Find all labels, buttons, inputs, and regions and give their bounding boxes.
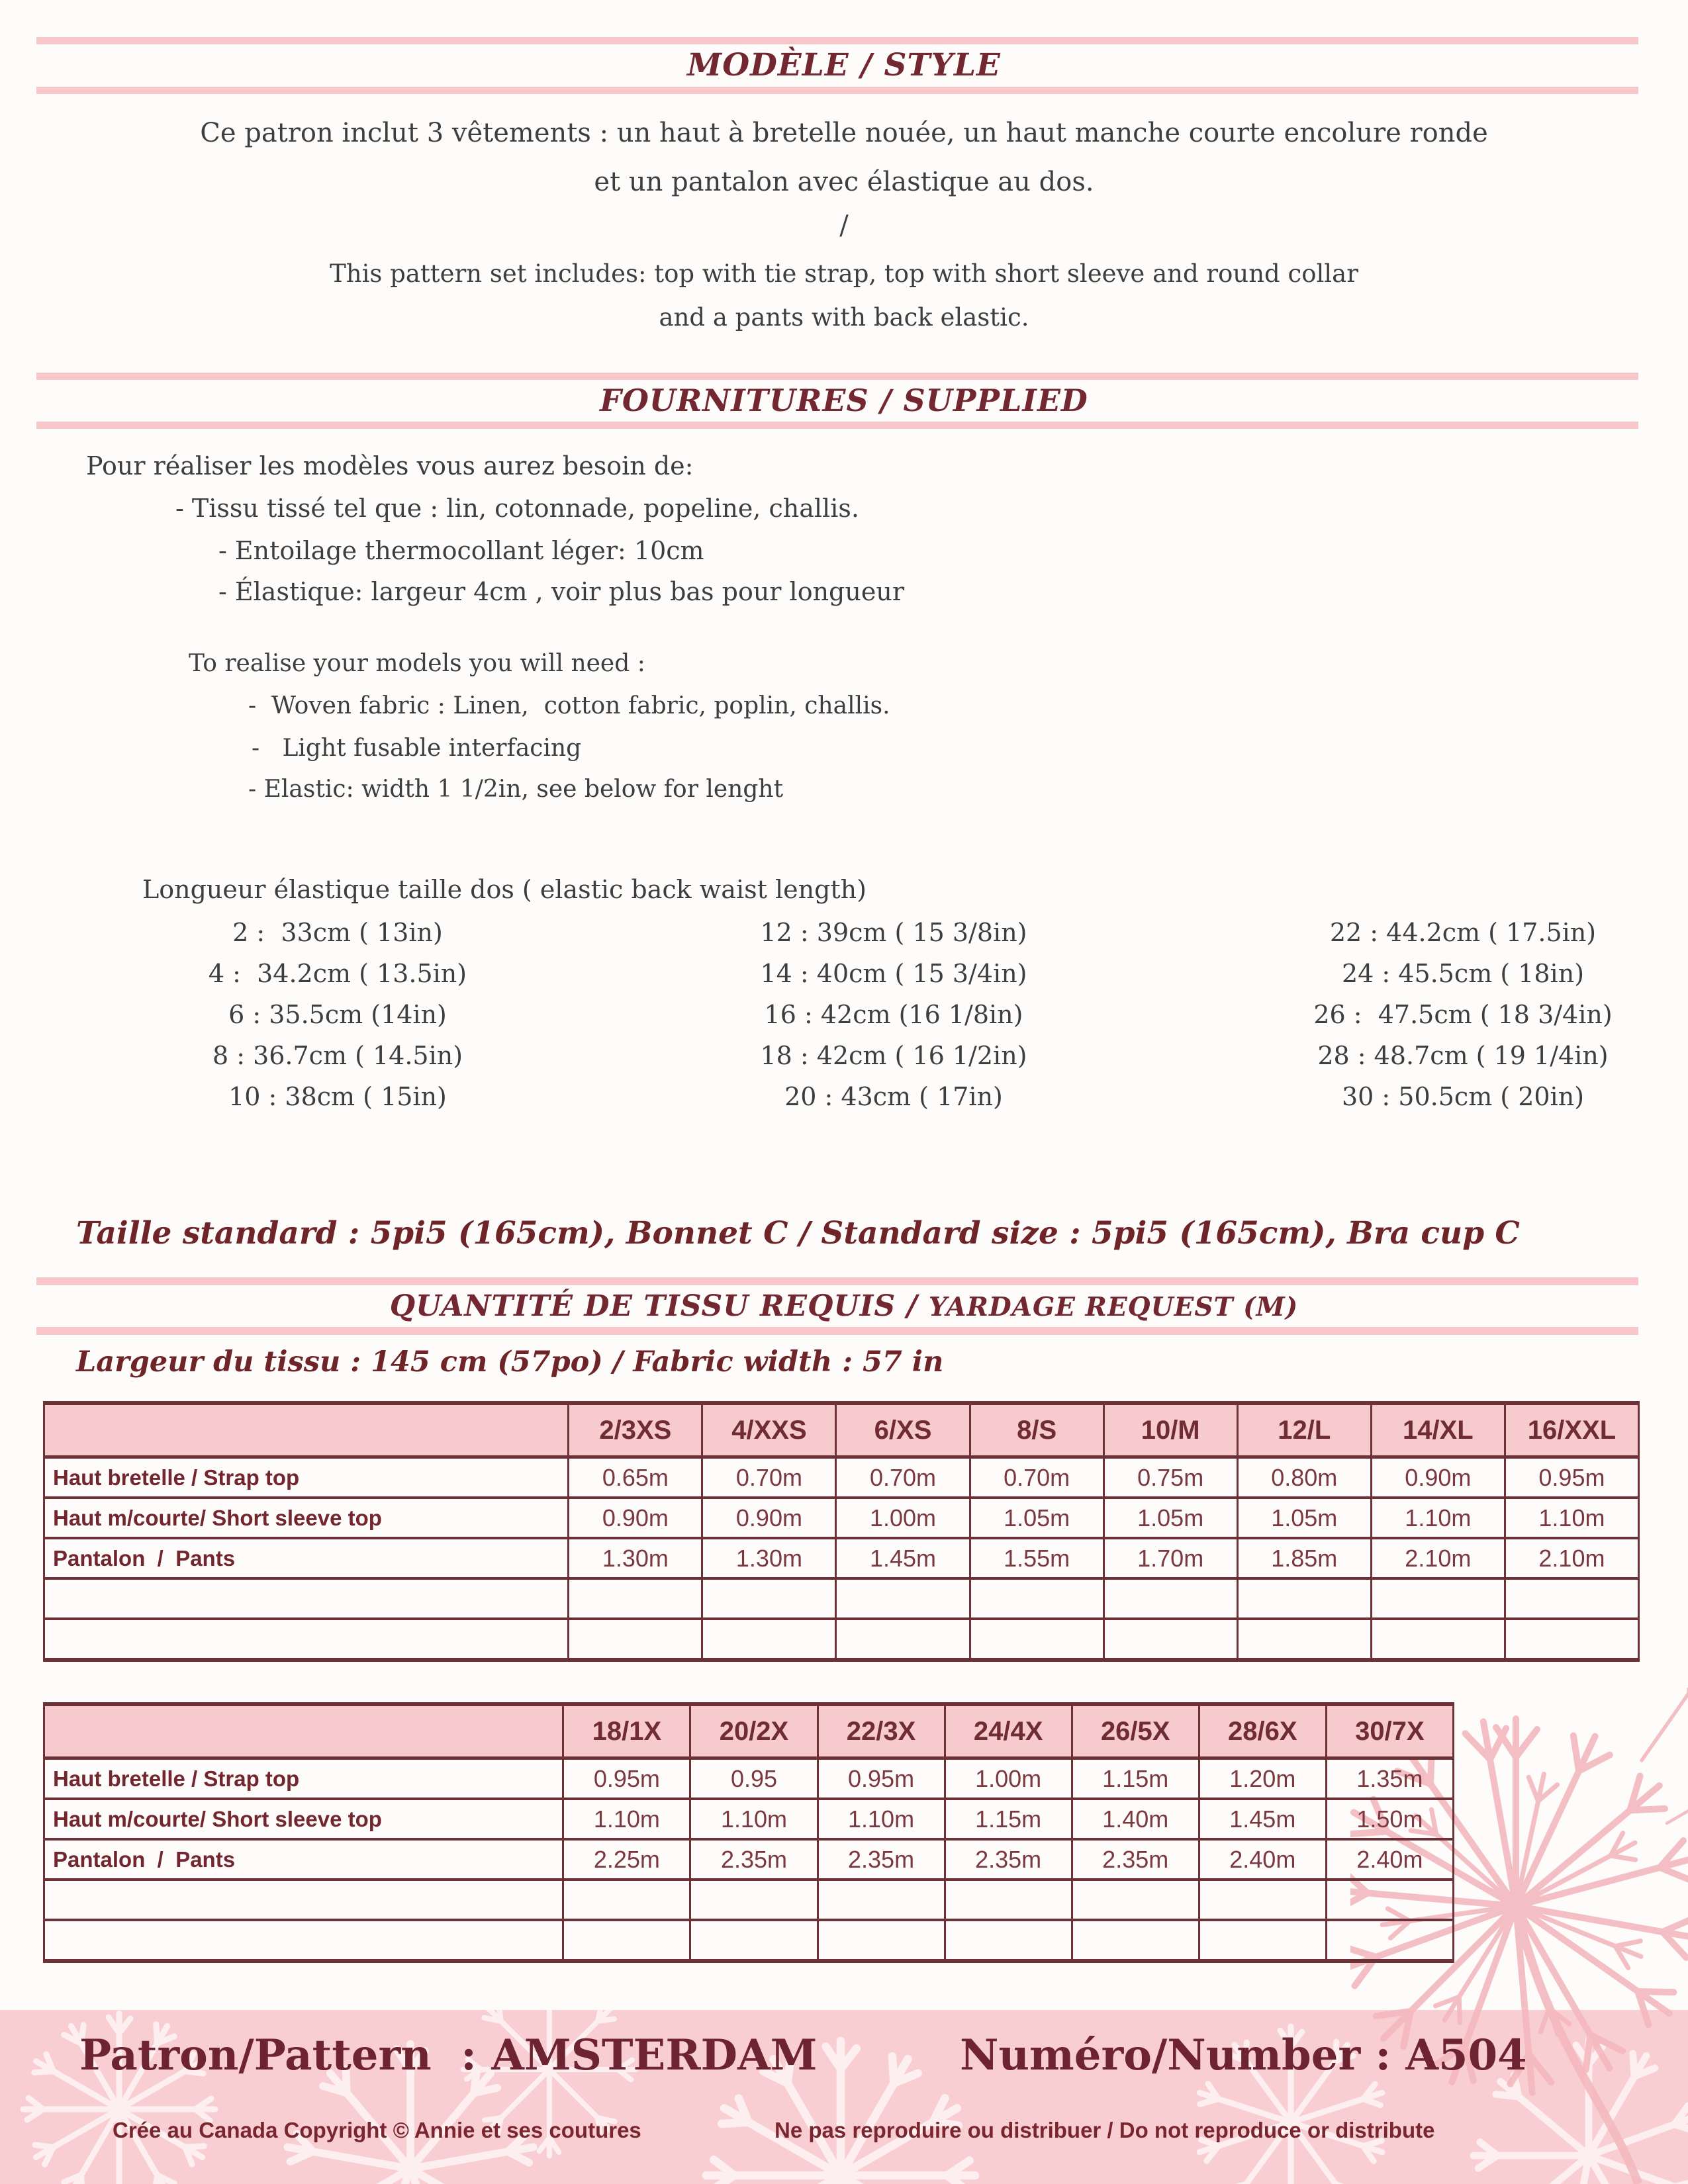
empty-cell (690, 1920, 818, 1961)
yardage-value: 1.50m (1326, 1799, 1453, 1839)
yardage-title-en: YARDAGE REQUEST (M) (928, 1292, 1299, 1322)
yardage-value: 1.70m (1103, 1538, 1237, 1578)
elastic-length-item: 26 : 47.5cm ( 18 3/4in) (1313, 1000, 1613, 1029)
empty-cell (818, 1880, 945, 1920)
yardage-value: 1.15m (1072, 1758, 1199, 1799)
yardage-value: 1.45m (836, 1538, 970, 1578)
table-row (44, 1758, 1454, 1799)
yardage-value: 0.95m (818, 1758, 945, 1799)
elastic-length-item: 22 : 44.2cm ( 17.5in) (1329, 918, 1597, 947)
empty-cell (945, 1880, 1072, 1920)
empty-cell (702, 1578, 836, 1619)
yardage-value: 2.35m (1072, 1839, 1199, 1880)
empty-cell (1103, 1578, 1237, 1619)
empty-cell (1072, 1880, 1199, 1920)
size-header: 6/XS (836, 1403, 970, 1457)
fabric-width-line: Largeur du tissu : 145 cm (57po) / Fabric width : 57 in (76, 1345, 944, 1379)
empty-cell (1371, 1578, 1505, 1619)
elastic-length-item: 28 : 48.7cm ( 19 1/4in) (1317, 1041, 1609, 1070)
elastic-length-column-2 (675, 912, 1112, 1117)
garment-label: Haut bretelle / Strap top (44, 1758, 563, 1799)
size-header: 16/XXL (1505, 1403, 1638, 1457)
empty-cell (1505, 1619, 1638, 1660)
elastic-length-item: 18 : 42cm ( 16 1/2in) (760, 1041, 1027, 1070)
yardage-value: 0.70m (702, 1457, 836, 1498)
language-divider-slash: / (839, 210, 849, 241)
yardage-value: 2.40m (1199, 1839, 1326, 1880)
elastic-length-column-1 (152, 912, 523, 1117)
size-header: 8/S (970, 1403, 1103, 1457)
elastic-length-item: 6 : 35.5cm (14in) (228, 1000, 447, 1029)
style-description-en-line2: and a pants with back elastic. (659, 303, 1029, 332)
supplies-fr-item: - Entoilage thermocollant léger: 10cm (218, 536, 704, 565)
empty-cell (1199, 1880, 1326, 1920)
empty-cell (836, 1619, 970, 1660)
size-header: 20/2X (690, 1704, 818, 1758)
empty-table-row (44, 1578, 1639, 1619)
supplies-en-item: - Woven fabric : Linen, cotton fabric, poplin, challis. (248, 692, 890, 719)
garment-label: Pantalon / Pants (44, 1839, 563, 1880)
yardage-value: 0.65m (569, 1457, 702, 1498)
divider-bar (36, 37, 1638, 44)
section-title-supplies: FOURNITURES / SUPPLIED (600, 383, 1088, 418)
yardage-value: 0.95 (690, 1758, 818, 1799)
empty-cell (945, 1920, 1072, 1961)
yardage-table-regular-sizes (43, 1401, 1640, 1662)
yardage-value: 2.35m (945, 1839, 1072, 1880)
empty-cell (44, 1920, 563, 1961)
garment-label: Haut m/courte/ Short sleeve top (44, 1498, 569, 1538)
yardage-value: 1.05m (1237, 1498, 1371, 1538)
elastic-length-item: 16 : 42cm (16 1/8in) (764, 1000, 1023, 1029)
yardage-title-fr: QUANTITÉ DE TISSU REQUIS / (389, 1289, 929, 1323)
elastic-length-item: 12 : 39cm ( 15 3/8in) (760, 918, 1027, 947)
yardage-value: 0.75m (1103, 1457, 1237, 1498)
supplies-fr-intro: Pour réaliser les modèles vous aurez besoin de: (86, 451, 694, 480)
table-row (44, 1839, 1454, 1880)
yardage-value: 1.10m (1505, 1498, 1638, 1538)
empty-cell (44, 1880, 563, 1920)
yardage-value: 1.15m (945, 1799, 1072, 1839)
size-header-row (44, 1403, 1639, 1457)
yardage-value: 0.90m (569, 1498, 702, 1538)
footer-reproduction-notice: Ne pas reproduire ou distribuer / Do not reproduce or distribute (774, 2118, 1435, 2142)
yardage-value: 2.10m (1371, 1538, 1505, 1578)
empty-table-row (44, 1920, 1454, 1961)
section-title-style: MODÈLE / STYLE (687, 47, 1001, 83)
size-header: 2/3XS (569, 1403, 702, 1457)
size-header: 30/7X (1326, 1704, 1453, 1758)
yardage-value: 2.25m (563, 1839, 690, 1880)
size-header: 24/4X (945, 1704, 1072, 1758)
empty-cell (563, 1880, 690, 1920)
empty-cell (836, 1578, 970, 1619)
table-row (44, 1457, 1639, 1498)
empty-table-row (44, 1880, 1454, 1920)
yardage-value: 1.10m (1371, 1498, 1505, 1538)
footer-copyright: Crée au Canada Copyright © Annie et ses coutures (113, 2118, 641, 2142)
yardage-value: 0.90m (702, 1498, 836, 1538)
size-header: 18/1X (563, 1704, 690, 1758)
empty-cell (569, 1578, 702, 1619)
size-header-row (44, 1704, 1454, 1758)
empty-cell (1199, 1920, 1326, 1961)
yardage-value: 1.10m (690, 1799, 818, 1839)
standard-size-line: Taille standard : 5pi5 (165cm), Bonnet C / Standard size : 5pi5 (165cm), Bra cup C (76, 1215, 1520, 1251)
yardage-value: 2.35m (818, 1839, 945, 1880)
divider-bar (36, 1277, 1638, 1285)
empty-cell (569, 1619, 702, 1660)
yardage-table-plus-sizes (43, 1702, 1454, 1963)
style-description-en-line1: This pattern set includes: top with tie strap, top with short sleeve and round collar (330, 259, 1358, 288)
yardage-value: 0.70m (970, 1457, 1103, 1498)
elastic-length-item: 4 : 34.2cm ( 13.5in) (208, 959, 467, 988)
yardage-value: 2.40m (1326, 1839, 1453, 1880)
garment-label: Haut bretelle / Strap top (44, 1457, 569, 1498)
elastic-length-item: 8 : 36.7cm ( 14.5in) (212, 1041, 463, 1070)
supplies-en-item: - Elastic: width 1 1/2in, see below for lenght (248, 776, 784, 803)
yardage-value: 1.30m (702, 1538, 836, 1578)
divider-bar (36, 422, 1638, 429)
empty-cell (1103, 1619, 1237, 1660)
elastic-length-heading: Longueur élastique taille dos ( elastic back waist length) (142, 875, 867, 904)
empty-cell (970, 1619, 1103, 1660)
supplies-fr-item: - Tissu tissé tel que : lin, cotonnade, popeline, challis. (175, 494, 859, 523)
yardage-value: 1.00m (836, 1498, 970, 1538)
supplies-en-intro: To realise your models you will need : (189, 650, 645, 677)
size-header: 28/6X (1199, 1704, 1326, 1758)
empty-cell (1237, 1578, 1371, 1619)
empty-cell (702, 1619, 836, 1660)
elastic-length-item: 10 : 38cm ( 15in) (228, 1082, 447, 1111)
style-description-fr-line1: Ce patron inclut 3 vêtements : un haut à bretelle nouée, un haut manche courte encolure ronde (200, 118, 1488, 148)
yardage-value: 2.10m (1505, 1538, 1638, 1578)
yardage-value: 0.90m (1371, 1457, 1505, 1498)
garment-column-header (44, 1403, 569, 1457)
empty-cell (970, 1578, 1103, 1619)
elastic-length-item: 30 : 50.5cm ( 20in) (1341, 1082, 1585, 1111)
divider-bar (36, 373, 1638, 380)
yardage-value: 2.35m (690, 1839, 818, 1880)
empty-table-row (44, 1619, 1639, 1660)
yardage-value: 0.95m (1505, 1457, 1638, 1498)
size-header: 26/5X (1072, 1704, 1199, 1758)
section-title-yardage (0, 1285, 1688, 1328)
empty-cell (1505, 1578, 1638, 1619)
size-header: 12/L (1237, 1403, 1371, 1457)
yardage-value: 1.05m (970, 1498, 1103, 1538)
yardage-value: 1.30m (569, 1538, 702, 1578)
empty-cell (1326, 1880, 1453, 1920)
empty-cell (1237, 1619, 1371, 1660)
empty-cell (44, 1578, 569, 1619)
footer-pattern-number: Numéro/Number : A504 (960, 2030, 1527, 2080)
empty-cell (818, 1920, 945, 1961)
empty-cell (44, 1619, 569, 1660)
size-header: 4/XXS (702, 1403, 836, 1457)
size-header: 10/M (1103, 1403, 1237, 1457)
garment-label: Pantalon / Pants (44, 1538, 569, 1578)
garment-label: Haut m/courte/ Short sleeve top (44, 1799, 563, 1839)
empty-cell (1072, 1920, 1199, 1961)
table-row (44, 1498, 1639, 1538)
yardage-value: 1.85m (1237, 1538, 1371, 1578)
size-header: 14/XL (1371, 1403, 1505, 1457)
table-row (44, 1538, 1639, 1578)
elastic-length-item: 20 : 43cm ( 17in) (784, 1082, 1003, 1111)
garment-column-header (44, 1704, 563, 1758)
yardage-value: 1.10m (563, 1799, 690, 1839)
yardage-value: 0.95m (563, 1758, 690, 1799)
empty-cell (1326, 1920, 1453, 1961)
elastic-length-item: 14 : 40cm ( 15 3/4in) (760, 959, 1027, 988)
yardage-value: 1.05m (1103, 1498, 1237, 1538)
yardage-value: 0.80m (1237, 1457, 1371, 1498)
yardage-value: 1.45m (1199, 1799, 1326, 1839)
elastic-length-item: 2 : 33cm ( 13in) (232, 918, 443, 947)
yardage-value: 1.20m (1199, 1758, 1326, 1799)
style-description-fr-line2: et un pantalon avec élastique au dos. (594, 167, 1094, 197)
size-header: 22/3X (818, 1704, 945, 1758)
yardage-value: 1.00m (945, 1758, 1072, 1799)
footer-pattern-name: Patron/Pattern : AMSTERDAM (79, 2030, 818, 2080)
supplies-fr-item: - Élastique: largeur 4cm , voir plus bas pour longueur (218, 577, 904, 606)
elastic-length-item: 24 : 45.5cm ( 18in) (1341, 959, 1585, 988)
empty-cell (1371, 1619, 1505, 1660)
divider-bar (36, 1327, 1638, 1335)
supplies-en-item: - Light fusable interfacing (252, 735, 582, 762)
yardage-value: 1.10m (818, 1799, 945, 1839)
divider-bar (36, 87, 1638, 94)
yardage-value: 1.35m (1326, 1758, 1453, 1799)
yardage-value: 0.70m (836, 1457, 970, 1498)
empty-cell (563, 1920, 690, 1961)
yardage-value: 1.55m (970, 1538, 1103, 1578)
empty-cell (690, 1880, 818, 1920)
table-row (44, 1799, 1454, 1839)
yardage-value: 1.40m (1072, 1799, 1199, 1839)
elastic-length-column-3 (1238, 912, 1688, 1117)
